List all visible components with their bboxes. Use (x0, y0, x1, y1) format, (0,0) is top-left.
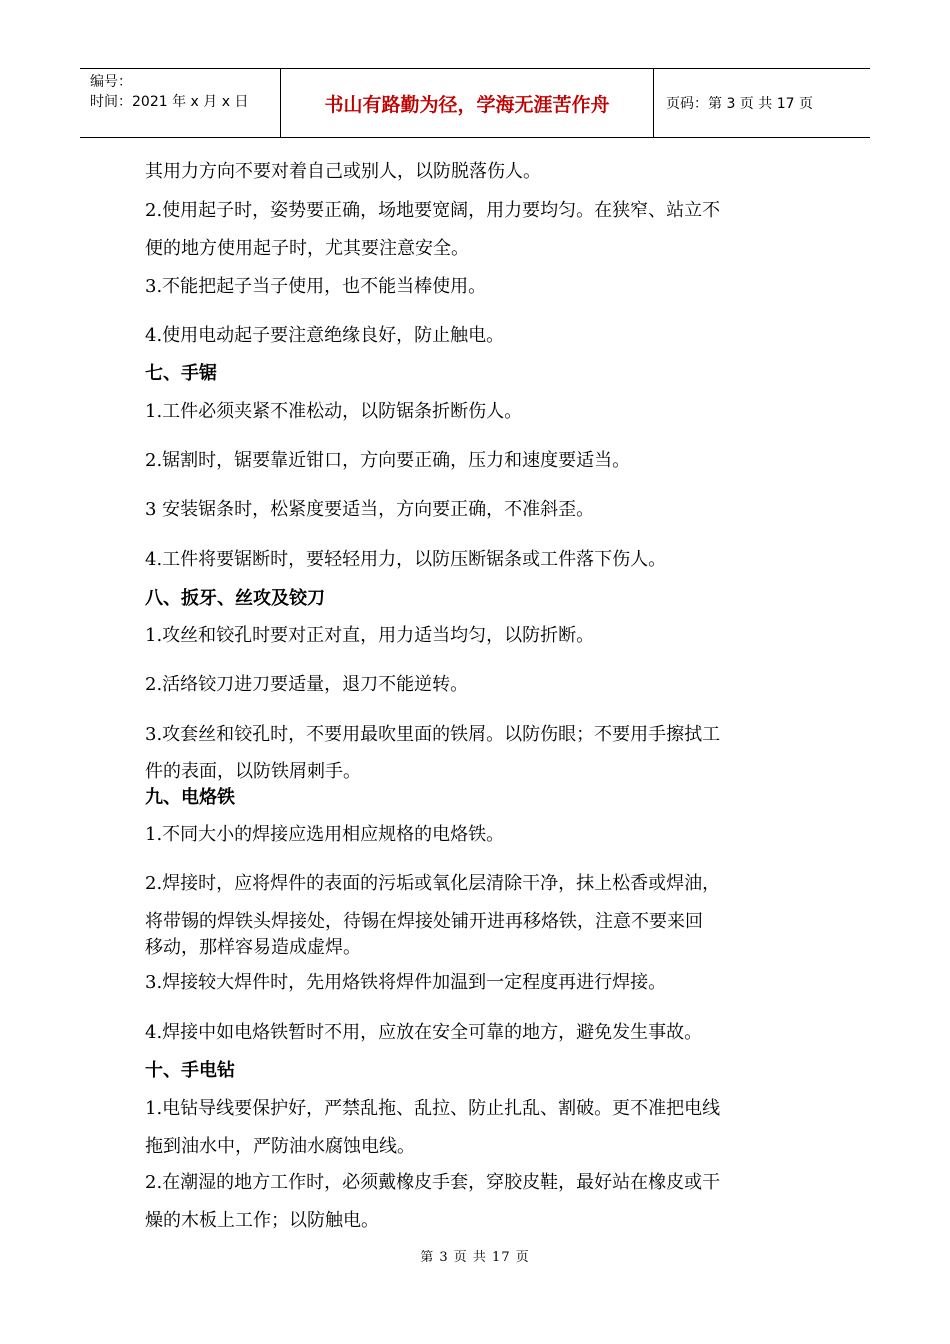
text-line: 4.使用电动起子要注意绝缘良好，防止触电。 (145, 325, 505, 346)
text-line: 3 安装锯条时，松紧度要适当，方向要正确，不准斜歪。 (145, 499, 595, 520)
text-line: 燥的木板上工作；以防触电。 (145, 1210, 379, 1231)
text-line: 3.攻套丝和铰孔时，不要用最吹里面的铁屑。以防伤眼；不要用手擦拭工 (145, 724, 721, 745)
text-line: 2.活络铰刀进刀要适量，退刀不能逆转。 (145, 674, 469, 695)
header-motto: 书山有路勤为径，学海无涯苦作舟 (281, 69, 654, 137)
text-line: 1.电钻导线要保护好，严禁乱拖、乱拉、防止扎乱、割破。更不准把电线 (145, 1098, 721, 1119)
text-line: 1.工件必须夹紧不准松动，以防锯条折断伤人。 (145, 401, 523, 422)
text-line: 3.焊接较大焊件时，先用烙铁将焊件加温到一定程度再进行焊接。 (145, 972, 667, 993)
text-line: 2.在潮湿的地方工作时，必须戴橡皮手套，穿胶皮鞋，最好站在橡皮或干 (145, 1172, 721, 1193)
text-line: 2.使用起子时，姿势要正确，场地要宽阔，用力要均匀。在狭窄、站立不 (145, 200, 721, 221)
section-heading: 九、电烙铁 (145, 787, 235, 808)
text-line: 拖到油水中，严防油水腐蚀电线。 (145, 1136, 415, 1157)
text-line: 其用力方向不要对着自己或别人，以防脱落伤人。 (145, 161, 541, 182)
text-line: 件的表面，以防铁屑刺手。 (145, 761, 361, 782)
text-line: 便的地方使用起子时，尤其要注意安全。 (145, 238, 469, 259)
text-line: 4.工件将要锯断时，要轻轻用力，以防压断锯条或工件落下伤人。 (145, 549, 667, 570)
section-heading: 十、手电钻 (145, 1060, 235, 1081)
text-line: 2.锯割时，锯要靠近钳口，方向要正确，压力和速度要适当。 (145, 450, 631, 471)
section-heading: 八、扳牙、丝攻及铰刀 (145, 588, 325, 609)
text-line: 1.攻丝和铰孔时要对正对直，用力适当均匀，以防折断。 (145, 625, 595, 646)
text-line: 4.焊接中如电烙铁暂时不用，应放在安全可靠的地方，避免发生事故。 (145, 1022, 703, 1043)
page-footer: 第 3 页 共 17 页 (420, 1250, 530, 1265)
header-page-info: 页码：第 3 页 共 17 页 (666, 96, 813, 112)
header-number: 编号： (90, 74, 132, 90)
text-line: 3.不能把起子当子使用，也不能当棒使用。 (145, 276, 487, 297)
text-line: 将带锡的焊铁头焊接处，待锡在焊接处铺开进再移烙铁，注意不要来回 (145, 911, 703, 932)
text-line: 1.不同大小的焊接应选用相应规格的电烙铁。 (145, 824, 505, 845)
page-header (80, 68, 870, 138)
section-heading: 七、手锯 (145, 363, 217, 384)
text-line: 2.焊接时，应将焊件的表面的污垢或氧化层清除干净，抹上松香或焊油， (145, 873, 721, 894)
header-date: 时间：2021 年 x 月 x 日 (90, 94, 249, 110)
text-line: 移动，那样容易造成虚焊。 (145, 937, 361, 958)
header-meta (80, 69, 281, 137)
